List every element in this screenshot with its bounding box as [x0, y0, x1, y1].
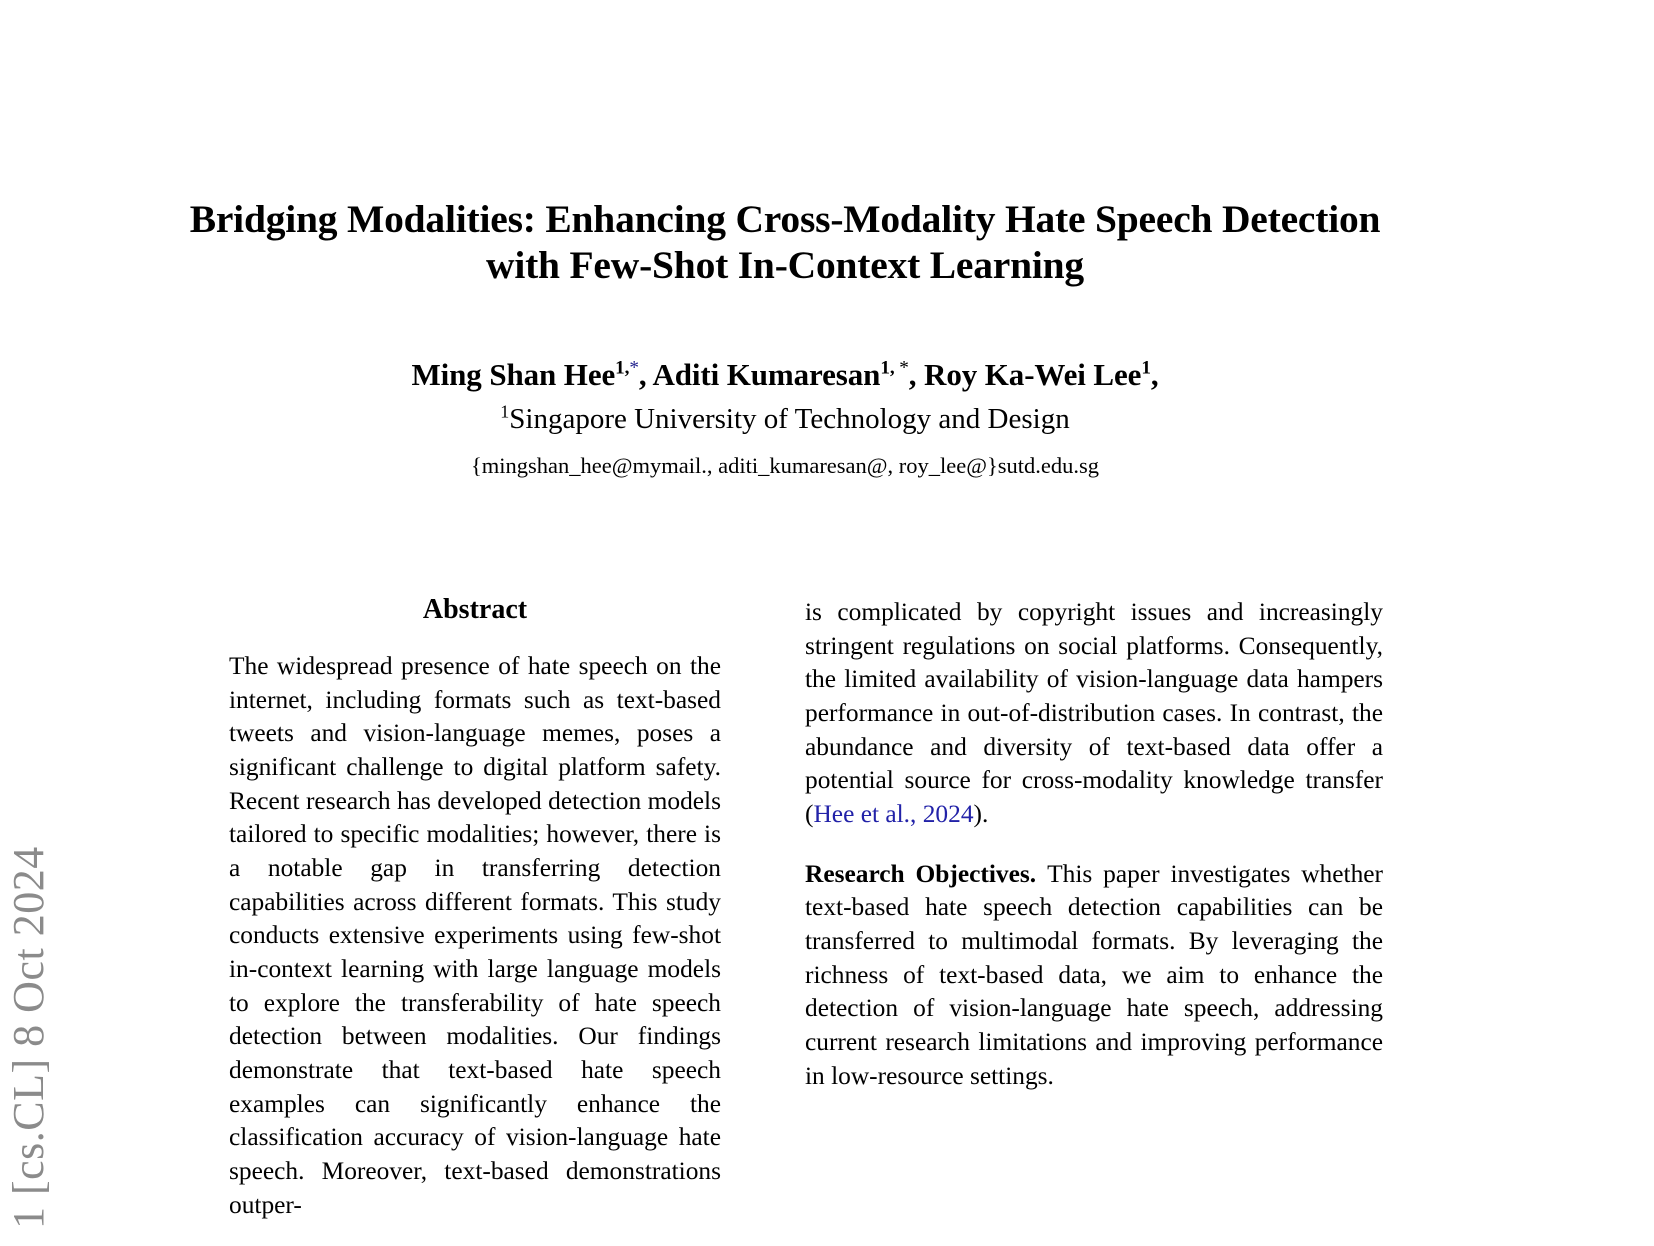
author-name-3: , Roy Ka-Wei Lee	[908, 357, 1142, 392]
arxiv-stamp	[0, 0, 130, 1241]
research-objectives-paragraph	[805, 858, 1383, 1094]
author-list	[185, 356, 1385, 395]
right-column	[805, 596, 1383, 1246]
author-1-markers	[615, 358, 639, 379]
title-line-1: Bridging Modalities: Enhancing Cross-Modality Hate Speech Detection	[189, 197, 1381, 241]
affiliation	[185, 401, 1385, 439]
abstract-heading: Abstract	[422, 596, 528, 625]
author-2-equal-marker: *	[899, 357, 909, 379]
research-objectives-body: This paper investigates whether text-based hate speech detection capabilities can be transferred to multimodal formats. By leveraging the richness of text-based data, we aim to enhance the detection of vision-language hate speech, addressing current research limitations and improving performance in low-resource settings.	[805, 859, 1383, 1090]
author-1-equal-marker: *	[629, 357, 639, 379]
citation-link-hee-2024[interactable]: Hee et al., 2024	[813, 799, 974, 828]
author-name-2: , Aditi Kumaresan	[638, 357, 881, 392]
abstract-body: The widespread presence of hate speech on the internet, including formats such as text-based tweets and vision-language memes, poses a significant challenge to digital platform safety. Recent research has developed detection models tailored to specific modalities; however, there is a notable gap in transferring detection capabilities across different formats. This study conducts extensive experiments using few-shot in-context learning with large language models to explore the transferability of hate speech detection between modalities. Our findings demonstrate that text-based hate speech examples can significantly enhance the classification accuracy of vision-language hate speech. Moreover, text-based demonstrations outper-	[229, 652, 721, 1219]
author-3-markers	[1141, 358, 1151, 379]
title-block	[185, 196, 1385, 288]
author-1-affil-marker: 1,	[615, 357, 630, 379]
left-column	[229, 596, 721, 1246]
affiliation-text: Singapore University of Technology and Design	[509, 402, 1070, 435]
intro-continuation-paragraph	[805, 596, 1383, 832]
arxiv-stamp-text: 1 [cs.CL] 8 Oct 2024	[4, 846, 53, 1229]
affiliation-marker: 1	[500, 401, 510, 422]
intro-continuation-text-1: is complicated by copyright issues and increasingly stringent regulations on social platforms. Consequently, the limited availability of vision-language data hampers performance in out-of-distribution cases. In contrast, the abundance and diversity of text-based data offer a potential source for cross-modality knowledge transfer (	[805, 598, 1383, 828]
author-line-trailing: ,	[1150, 357, 1159, 392]
author-name-1: Ming Shan Hee	[411, 357, 616, 392]
intro-continuation-text-2: ).	[973, 799, 989, 828]
author-3-affil-marker: 1	[1141, 357, 1151, 379]
authors-block	[185, 356, 1385, 481]
author-emails: {mingshan_hee@mymail., aditi_kumaresan@, roy_lee@}sutd.edu.sg	[470, 453, 1099, 479]
page-title	[185, 196, 1385, 288]
research-objectives-heading: Research Objectives.	[805, 859, 1037, 888]
author-2-markers	[880, 358, 908, 379]
title-line-2: with Few-Shot In-Context Learning	[486, 243, 1084, 288]
author-2-affil-marker: 1,	[880, 357, 895, 379]
